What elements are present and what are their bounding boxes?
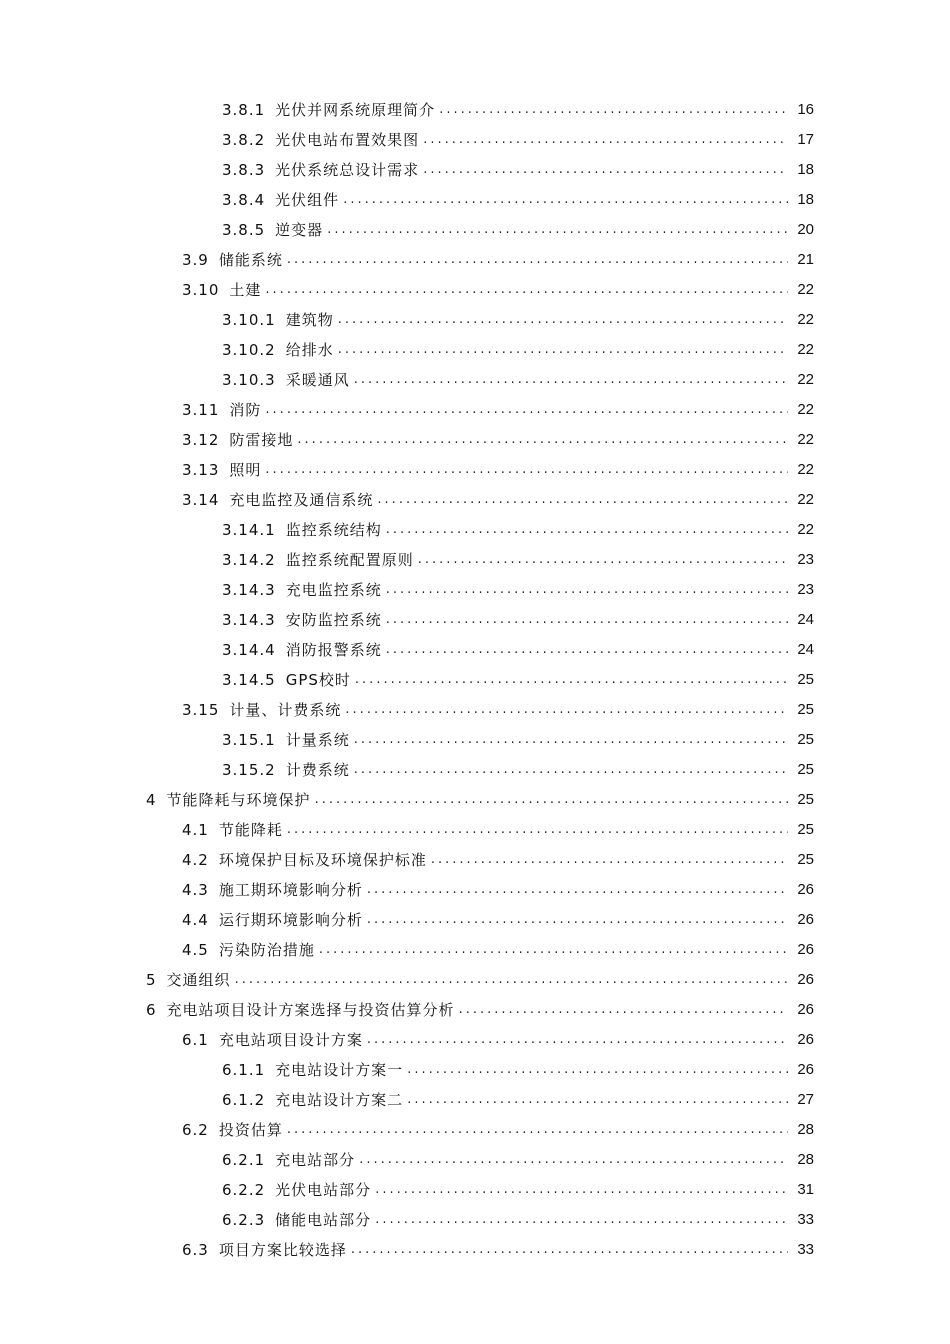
toc-entry-number: 3.14.3 — [222, 575, 278, 605]
toc-entry-page: 22 — [797, 431, 814, 448]
toc-entry-title: 运行期环境影响分析 — [219, 905, 365, 935]
toc-leader-dots — [354, 755, 788, 785]
toc-entry-title: 储能系统 — [219, 245, 285, 275]
toc-entry-page: 24 — [797, 611, 814, 628]
toc-entry-number: 3.10 — [182, 275, 221, 305]
toc-leader-dots — [375, 1175, 788, 1205]
toc-entry-number: 3.10.3 — [222, 365, 278, 395]
toc-entry-page: 33 — [797, 1211, 814, 1228]
toc-leader-dots — [345, 695, 788, 725]
toc-entry-title: 充电站项目设计方案 — [219, 1025, 365, 1055]
toc-entry-page: 26 — [797, 1001, 814, 1018]
toc-entry-page: 25 — [797, 761, 814, 778]
toc-entry-number: 3.8.2 — [222, 125, 267, 155]
toc-leader-dots — [265, 455, 788, 485]
toc-entry-number: 3.12 — [182, 425, 221, 455]
toc-entry[interactable] — [0, 515, 950, 545]
toc-leader-dots — [354, 725, 788, 755]
toc-entry-page: 27 — [797, 1091, 814, 1108]
toc-entry-page: 26 — [797, 941, 814, 958]
toc-leader-dots — [338, 305, 788, 335]
toc-entry[interactable] — [0, 455, 950, 485]
toc-leader-dots — [287, 815, 788, 845]
toc-entry-title: 充电站设计方案一 — [275, 1055, 405, 1085]
toc-entry[interactable] — [0, 995, 950, 1025]
toc-entry[interactable] — [0, 395, 950, 425]
toc-entry-title: 计量、计费系统 — [229, 695, 343, 725]
toc-entry-page: 22 — [797, 311, 814, 328]
toc-entry[interactable] — [0, 155, 950, 185]
toc-entry-page: 23 — [797, 551, 814, 568]
toc-entry[interactable] — [0, 1025, 950, 1055]
toc-leader-dots — [439, 95, 788, 125]
toc-entry[interactable] — [0, 755, 950, 785]
table-of-contents — [0, 95, 950, 1265]
toc-entry-number: 6.2.3 — [222, 1205, 267, 1235]
toc-entry[interactable] — [0, 365, 950, 395]
toc-entry-title: 储能电站部分 — [275, 1205, 373, 1235]
toc-entry[interactable] — [0, 125, 950, 155]
toc-entry-page: 22 — [797, 461, 814, 478]
toc-leader-dots — [265, 395, 788, 425]
toc-leader-dots — [367, 1025, 788, 1055]
toc-entry-title: 防雷接地 — [229, 425, 295, 455]
toc-entry[interactable] — [0, 245, 950, 275]
toc-entry-page: 21 — [797, 251, 814, 268]
toc-entry-number: 3.14.3 — [222, 605, 278, 635]
toc-entry[interactable] — [0, 1085, 950, 1115]
toc-entry-number: 3.15.2 — [222, 755, 278, 785]
toc-leader-dots — [431, 845, 788, 875]
toc-entry[interactable] — [0, 1055, 950, 1085]
toc-entry[interactable] — [0, 1175, 950, 1205]
toc-entry[interactable] — [0, 665, 950, 695]
toc-entry-page: 18 — [797, 191, 814, 208]
toc-leader-dots — [367, 905, 788, 935]
toc-entry-number: 3.8.1 — [222, 95, 267, 125]
toc-entry-title: 投资估算 — [219, 1115, 285, 1145]
toc-entry-title: 环境保护目标及环境保护标准 — [219, 845, 429, 875]
toc-entry-title: 充电站设计方案二 — [275, 1085, 405, 1115]
toc-entry-number: 3.14.4 — [222, 635, 278, 665]
toc-entry-title: 建筑物 — [286, 305, 336, 335]
toc-entry-page: 28 — [797, 1151, 814, 1168]
toc-entry-page: 26 — [797, 1061, 814, 1078]
toc-entry-number: 3.13 — [182, 455, 221, 485]
toc-leader-dots — [315, 785, 788, 815]
toc-entry[interactable] — [0, 785, 950, 815]
toc-leader-dots — [386, 575, 788, 605]
toc-entry-page: 23 — [797, 581, 814, 598]
toc-entry[interactable] — [0, 905, 950, 935]
toc-entry-page: 20 — [797, 221, 814, 238]
toc-entry-title: 节能降耗与环境保护 — [167, 785, 313, 815]
toc-entry[interactable] — [0, 695, 950, 725]
toc-leader-dots — [354, 365, 788, 395]
toc-entry-title: 充电监控系统 — [286, 575, 384, 605]
toc-entry[interactable] — [0, 965, 950, 995]
toc-entry[interactable] — [0, 95, 950, 125]
toc-entry-page: 25 — [797, 731, 814, 748]
toc-entry-number: 5 — [146, 965, 159, 995]
toc-entry[interactable] — [0, 1115, 950, 1145]
toc-entry-number: 4.2 — [182, 845, 211, 875]
toc-entry-number: 4.3 — [182, 875, 211, 905]
toc-entry-title: 污染防治措施 — [219, 935, 317, 965]
toc-entry[interactable] — [0, 1145, 950, 1175]
toc-entry-number: 3.14.1 — [222, 515, 278, 545]
toc-entry-number: 4.1 — [182, 815, 211, 845]
toc-entry-page: 22 — [797, 281, 814, 298]
toc-entry-number: 6.2 — [182, 1115, 211, 1145]
toc-entry-number: 3.10.1 — [222, 305, 278, 335]
toc-leader-dots — [377, 485, 788, 515]
toc-leader-dots — [265, 275, 788, 305]
toc-leader-dots — [459, 995, 788, 1025]
toc-entry-number: 3.14 — [182, 485, 221, 515]
toc-entry-page: 18 — [797, 161, 814, 178]
toc-leader-dots — [287, 245, 788, 275]
toc-entry-title: 照明 — [229, 455, 263, 485]
toc-entry[interactable] — [0, 845, 950, 875]
toc-entry[interactable] — [0, 305, 950, 335]
toc-entry-title: 消防报警系统 — [286, 635, 384, 665]
toc-entry-page: 22 — [797, 401, 814, 418]
toc-entry-page: 25 — [797, 791, 814, 808]
toc-entry-page: 16 — [797, 101, 814, 118]
toc-leader-dots — [319, 935, 788, 965]
toc-entry-title: 土建 — [229, 275, 263, 305]
toc-entry-page: 26 — [797, 1031, 814, 1048]
toc-leader-dots — [386, 635, 788, 665]
toc-entry-title: 项目方案比较选择 — [219, 1235, 349, 1265]
toc-entry-title: 光伏并网系统原理简介 — [275, 95, 437, 125]
toc-entry[interactable] — [0, 545, 950, 575]
toc-entry-page: 31 — [797, 1181, 814, 1198]
toc-entry-number: 3.15 — [182, 695, 221, 725]
toc-entry-number: 3.8.4 — [222, 185, 267, 215]
toc-entry-title: 光伏组件 — [275, 185, 341, 215]
toc-entry-page: 25 — [797, 701, 814, 718]
toc-entry[interactable] — [0, 1235, 950, 1265]
toc-leader-dots — [423, 155, 788, 185]
toc-leader-dots — [359, 1145, 788, 1175]
toc-entry-number: 3.14.5 — [222, 665, 278, 695]
toc-entry-number: 3.11 — [182, 395, 221, 425]
toc-entry-number: 6.1.1 — [222, 1055, 267, 1085]
toc-entry[interactable] — [0, 605, 950, 635]
toc-leader-dots — [327, 215, 788, 245]
toc-entry-title: 充电站部分 — [275, 1145, 357, 1175]
toc-leader-dots — [287, 1115, 788, 1145]
toc-entry[interactable] — [0, 725, 950, 755]
toc-entry[interactable] — [0, 935, 950, 965]
toc-entry-number: 3.10.2 — [222, 335, 278, 365]
toc-entry-page: 22 — [797, 341, 814, 358]
toc-entry-title: 交通组织 — [167, 965, 233, 995]
toc-entry-number: 6.1 — [182, 1025, 211, 1055]
toc-entry[interactable] — [0, 875, 950, 905]
toc-leader-dots — [338, 335, 788, 365]
toc-entry-number: 4.4 — [182, 905, 211, 935]
toc-entry-title: 消防 — [229, 395, 263, 425]
toc-entry-number: 4 — [146, 785, 159, 815]
toc-entry[interactable] — [0, 335, 950, 365]
toc-entry-title: 给排水 — [286, 335, 336, 365]
toc-entry[interactable] — [0, 575, 950, 605]
toc-entry-number: 6.2.1 — [222, 1145, 267, 1175]
toc-entry-number: 3.14.2 — [222, 545, 278, 575]
toc-entry-page: 24 — [797, 641, 814, 658]
toc-leader-dots — [386, 605, 788, 635]
toc-entry-title: 计量系统 — [286, 725, 352, 755]
toc-entry-title: 逆变器 — [275, 215, 325, 245]
toc-entry-page: 22 — [797, 491, 814, 508]
toc-entry-title: 充电站项目设计方案选择与投资估算分析 — [167, 995, 457, 1025]
toc-entry-page: 25 — [797, 851, 814, 868]
toc-entry-title: 监控系统配置原则 — [286, 545, 416, 575]
toc-entry-page: 25 — [797, 821, 814, 838]
toc-leader-dots — [367, 875, 788, 905]
toc-entry-title: 监控系统结构 — [286, 515, 384, 545]
toc-entry-title: 光伏系统总设计需求 — [275, 155, 421, 185]
toc-entry-title: 安防监控系统 — [286, 605, 384, 635]
toc-entry-number: 6.1.2 — [222, 1085, 267, 1115]
toc-entry[interactable] — [0, 425, 950, 455]
toc-leader-dots — [235, 965, 788, 995]
toc-entry-number: 3.8.3 — [222, 155, 267, 185]
toc-leader-dots — [418, 545, 788, 575]
toc-entry-title: 施工期环境影响分析 — [219, 875, 365, 905]
toc-entry-number: 3.15.1 — [222, 725, 278, 755]
toc-entry[interactable] — [0, 815, 950, 845]
toc-entry-page: 26 — [797, 881, 814, 898]
toc-entry-page: 17 — [797, 131, 814, 148]
toc-leader-dots — [375, 1205, 788, 1235]
toc-entry[interactable] — [0, 185, 950, 215]
toc-entry[interactable] — [0, 215, 950, 245]
toc-entry-number: 3.9 — [182, 245, 211, 275]
toc-leader-dots — [355, 665, 788, 695]
toc-entry-title: 充电监控及通信系统 — [229, 485, 375, 515]
toc-entry-title: 采暖通风 — [286, 365, 352, 395]
toc-entry-page: 28 — [797, 1121, 814, 1138]
toc-entry-page: 33 — [797, 1241, 814, 1258]
toc-entry[interactable] — [0, 275, 950, 305]
toc-entry[interactable] — [0, 1205, 950, 1235]
toc-leader-dots — [407, 1055, 788, 1085]
toc-entry-page: 26 — [797, 911, 814, 928]
toc-entry-number: 6 — [146, 995, 159, 1025]
toc-entry-number: 4.5 — [182, 935, 211, 965]
toc-entry-number: 6.2.2 — [222, 1175, 267, 1205]
toc-leader-dots — [386, 515, 788, 545]
toc-entry-page: 22 — [797, 521, 814, 538]
toc-entry-page: 25 — [797, 671, 814, 688]
toc-entry-title: 计费系统 — [286, 755, 352, 785]
toc-entry-number: 3.8.5 — [222, 215, 267, 245]
toc-entry-number: 6.3 — [182, 1235, 211, 1265]
toc-entry-title: 节能降耗 — [219, 815, 285, 845]
toc-leader-dots — [423, 125, 788, 155]
toc-entry-title: 光伏电站布置效果图 — [275, 125, 421, 155]
toc-leader-dots — [343, 185, 788, 215]
toc-leader-dots — [351, 1235, 788, 1265]
toc-entry[interactable] — [0, 485, 950, 515]
toc-entry-title: 光伏电站部分 — [275, 1175, 373, 1205]
toc-entry-page: 22 — [797, 371, 814, 388]
toc-leader-dots — [407, 1085, 788, 1115]
toc-entry[interactable] — [0, 635, 950, 665]
toc-leader-dots — [297, 425, 788, 455]
toc-entry-page: 26 — [797, 971, 814, 988]
toc-entry-title: GPS校时 — [286, 665, 353, 695]
